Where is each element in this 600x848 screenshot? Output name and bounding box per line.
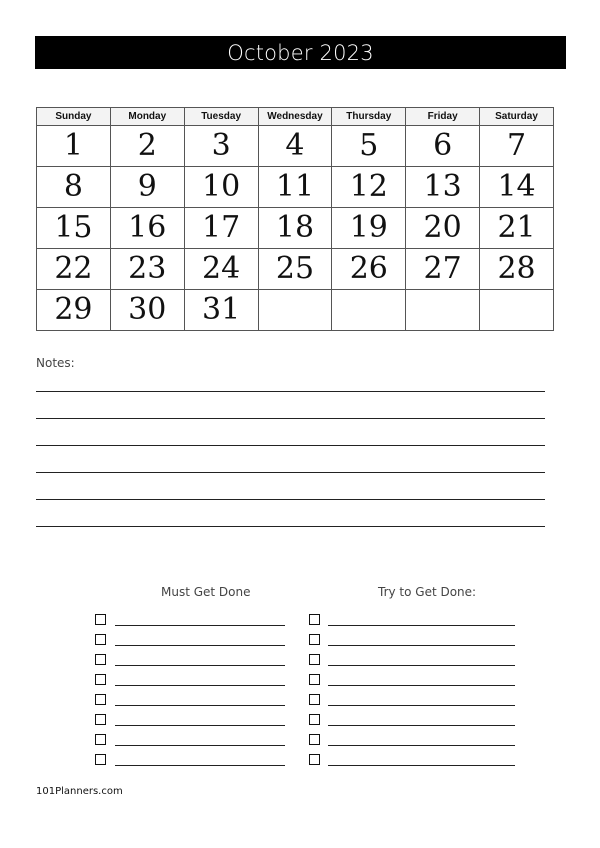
todo-line[interactable] (328, 625, 515, 626)
day-cell: 25 (258, 249, 332, 290)
weekday-thursday: Thursday (332, 108, 406, 126)
day-cell: 27 (406, 249, 480, 290)
checkbox[interactable] (95, 734, 106, 745)
day-cell: 13 (406, 167, 480, 208)
checkbox[interactable] (309, 714, 320, 725)
checkbox[interactable] (309, 654, 320, 665)
week-row (37, 126, 554, 167)
day-cell (406, 290, 480, 331)
checkbox[interactable] (309, 674, 320, 685)
notes-line[interactable] (36, 391, 545, 392)
weekday-wednesday: Wednesday (258, 108, 332, 126)
checkbox[interactable] (95, 754, 106, 765)
day-cell: 1 (37, 126, 111, 167)
day-cell: 15 (37, 208, 111, 249)
todo-line[interactable] (115, 645, 285, 646)
weekday-tuesday: Tuesday (184, 108, 258, 126)
checkbox[interactable] (95, 614, 106, 625)
day-cell (258, 290, 332, 331)
checkbox[interactable] (309, 754, 320, 765)
todo-line[interactable] (328, 765, 515, 766)
todo-line[interactable] (115, 665, 285, 666)
todo-line[interactable] (328, 665, 515, 666)
day-cell: 23 (110, 249, 184, 290)
day-cell: 12 (332, 167, 406, 208)
day-cell: 11 (258, 167, 332, 208)
weekday-friday: Friday (406, 108, 480, 126)
month-title: October 2023 (227, 40, 374, 65)
checkbox[interactable] (95, 694, 106, 705)
day-cell: 24 (184, 249, 258, 290)
weekday-saturday: Saturday (480, 108, 554, 126)
day-cell: 20 (406, 208, 480, 249)
checkbox[interactable] (95, 674, 106, 685)
todo-line[interactable] (328, 725, 515, 726)
footer-brand: 101Planners.com (36, 786, 123, 797)
day-cell: 2 (110, 126, 184, 167)
weekday-header-row (37, 108, 554, 126)
checkbox[interactable] (95, 634, 106, 645)
day-cell: 4 (258, 126, 332, 167)
day-cell: 22 (37, 249, 111, 290)
todo-line[interactable] (328, 745, 515, 746)
day-cell: 10 (184, 167, 258, 208)
todo-line[interactable] (328, 645, 515, 646)
todo-line[interactable] (328, 685, 515, 686)
day-cell: 8 (37, 167, 111, 208)
weekday-monday: Monday (110, 108, 184, 126)
notes-line[interactable] (36, 526, 545, 527)
day-cell: 9 (110, 167, 184, 208)
day-cell: 5 (332, 126, 406, 167)
week-row (37, 290, 554, 331)
todo-line[interactable] (115, 685, 285, 686)
checkbox[interactable] (309, 614, 320, 625)
day-cell: 21 (480, 208, 554, 249)
todo-line[interactable] (115, 725, 285, 726)
todo-line[interactable] (115, 765, 285, 766)
day-cell: 31 (184, 290, 258, 331)
day-cell: 28 (480, 249, 554, 290)
must-get-done-heading: Must Get Done (161, 585, 251, 599)
day-cell: 17 (184, 208, 258, 249)
notes-line[interactable] (36, 445, 545, 446)
day-cell: 19 (332, 208, 406, 249)
day-cell: 29 (37, 290, 111, 331)
month-title-bar (35, 36, 566, 69)
checkbox[interactable] (309, 734, 320, 745)
week-row (37, 249, 554, 290)
day-cell: 7 (480, 126, 554, 167)
day-cell (480, 290, 554, 331)
day-cell: 30 (110, 290, 184, 331)
checkbox[interactable] (95, 654, 106, 665)
todo-line[interactable] (115, 745, 285, 746)
todo-line[interactable] (115, 625, 285, 626)
notes-label: Notes: (36, 356, 75, 370)
checkbox[interactable] (95, 714, 106, 725)
day-cell: 3 (184, 126, 258, 167)
day-cell: 26 (332, 249, 406, 290)
weekday-sunday: Sunday (37, 108, 111, 126)
todo-line[interactable] (115, 705, 285, 706)
week-row (37, 167, 554, 208)
notes-line[interactable] (36, 472, 545, 473)
day-cell (332, 290, 406, 331)
notes-line[interactable] (36, 418, 545, 419)
try-to-get-done-heading: Try to Get Done: (378, 585, 477, 599)
day-cell: 6 (406, 126, 480, 167)
notes-line[interactable] (36, 499, 545, 500)
checkbox[interactable] (309, 694, 320, 705)
checkbox[interactable] (309, 634, 320, 645)
day-cell: 16 (110, 208, 184, 249)
week-row (37, 208, 554, 249)
calendar-grid (36, 107, 554, 331)
todo-line[interactable] (328, 705, 515, 706)
day-cell: 14 (480, 167, 554, 208)
day-cell: 18 (258, 208, 332, 249)
